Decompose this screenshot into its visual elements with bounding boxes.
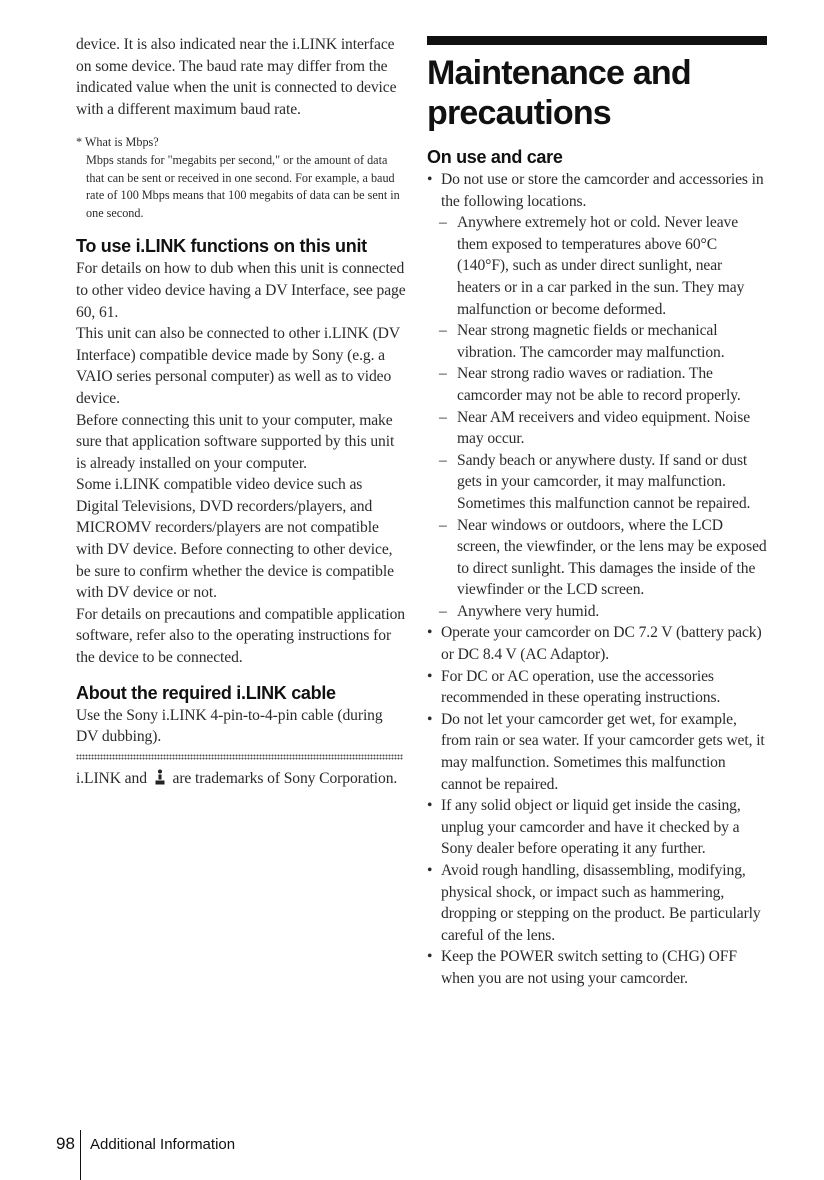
footnote-body: Mbps stands for "megabits per second," or the amount of data that can be sent or received in one second. For example, a baud rate of 100 Mbps means that 100 megabits of data can be sent in one second. [86, 152, 400, 220]
title-rule [427, 36, 767, 45]
footnote [76, 134, 406, 222]
footer-divider [80, 1130, 81, 1180]
page-number: 98 [56, 1134, 75, 1153]
sub-list-item: – Anywhere extremely hot or cold. Never leave them exposed to temperatures above 60°C (140°F), such as under direct sunlight, near heaters or in a car parked in the sun. They may malfunction or become deformed. [439, 214, 745, 318]
section-name: Additional Information [90, 1136, 236, 1153]
trademark-text-start: i.LINK and [76, 769, 147, 787]
section-heading-ilink-functions: To use i.LINK functions on this unit [76, 236, 367, 257]
paragraph: For details on precautions and compatible application software, refer also to the operating instructions for the device to be connected. [76, 605, 406, 667]
list-item: • Do not use or store the camcorder and accessories in the following locations. [427, 171, 764, 210]
sub-list-item: – Sandy beach or anywhere dusty. If sand or dust gets in your camcorder, it may malfunction. Sometimes this malfunction cannot be repaired. [439, 451, 751, 512]
paragraph: Use the Sony i.LINK 4-pin-to-4-pin cable (during DV dubbing). [76, 706, 383, 746]
sub-list-item: – Near strong magnetic fields or mechanical vibration. The camcorder may malfunction. [439, 322, 725, 361]
intro-paragraph: device. It is also indicated near the i.LINK interface on some device. The baud rate may differ from the indicated value when the unit is connected to device with a different maximum baud rate. [76, 36, 397, 118]
paragraph: Some i.LINK compatible video device such as Digital Televisions, DVD recorders/players, and MICROMV recorders/players are not compatible with DV device. Before connecting to other device, be sure to confirm whether the device is compatible with DV device or not. [76, 476, 394, 602]
sub-list-item: – Near AM receivers and video equipment. Noise may occur. [439, 408, 751, 448]
footnote-title: * What is Mbps? [76, 135, 159, 150]
list-item: • Operate your camcorder on DC 7.2 V (battery pack) or DC 8.4 V (AC Adaptor). [427, 624, 762, 664]
trademark-note [76, 768, 406, 792]
list-item: • If any solid object or liquid get inside the casing, unplug your camcorder and have it checked by a Sony dealer before operating it any further. [427, 797, 741, 858]
ilink-logo-icon [155, 769, 165, 792]
list-item: • For DC or AC operation, use the accessories recommended in these operating instructions. [427, 667, 721, 707]
sub-list-item: – Near strong radio waves or radiation. The camcorder may not be able to record properly. [439, 365, 741, 404]
sub-list-item: – Near windows or outdoors, where the LCD screen, the viewfinder, or the lens may be exposed to direct sunlight. This damages the inside of the viewfinder or the LCD screen. [439, 516, 767, 599]
section-heading-ilink-cable: About the required i.LINK cable [76, 682, 336, 703]
list-item: • Do not let your camcorder get wet, for example, from rain or sea water. If your camcorder gets wet, it may malfunction. Sometimes this malfunction cannot be repaired. [427, 710, 765, 793]
right-column [427, 36, 767, 990]
list-item: • Avoid rough handling, disassembling, modifying, physical shock, or impact such as hammering, dropping or stepping on the product. Be particularly careful of the lens. [427, 862, 761, 944]
dotted-divider [76, 754, 403, 760]
page-title: Maintenance and precautions [427, 54, 691, 132]
paragraph: For details on how to dub when this unit is connected to other video device having a DV Interface, see page 60, 61. [76, 260, 406, 321]
list-item: • Keep the POWER switch setting to (CHG) OFF when you are not using your camcorder. [427, 948, 737, 987]
trademark-text-end: are trademarks of Sony Corporation. [172, 769, 398, 787]
left-column [76, 34, 406, 791]
sub-list-item: – Anywhere very humid. [439, 602, 600, 620]
paragraph: This unit can also be connected to other i.LINK (DV Interface) compatible device made by Sony (e.g. a VAIO series personal computer) as well as to video device. [76, 325, 400, 407]
paragraph: Before connecting this unit to your computer, make sure that application software supported by this unit is already installed on your computer. [76, 411, 395, 472]
section-heading-use-and-care: On use and care [427, 147, 563, 167]
